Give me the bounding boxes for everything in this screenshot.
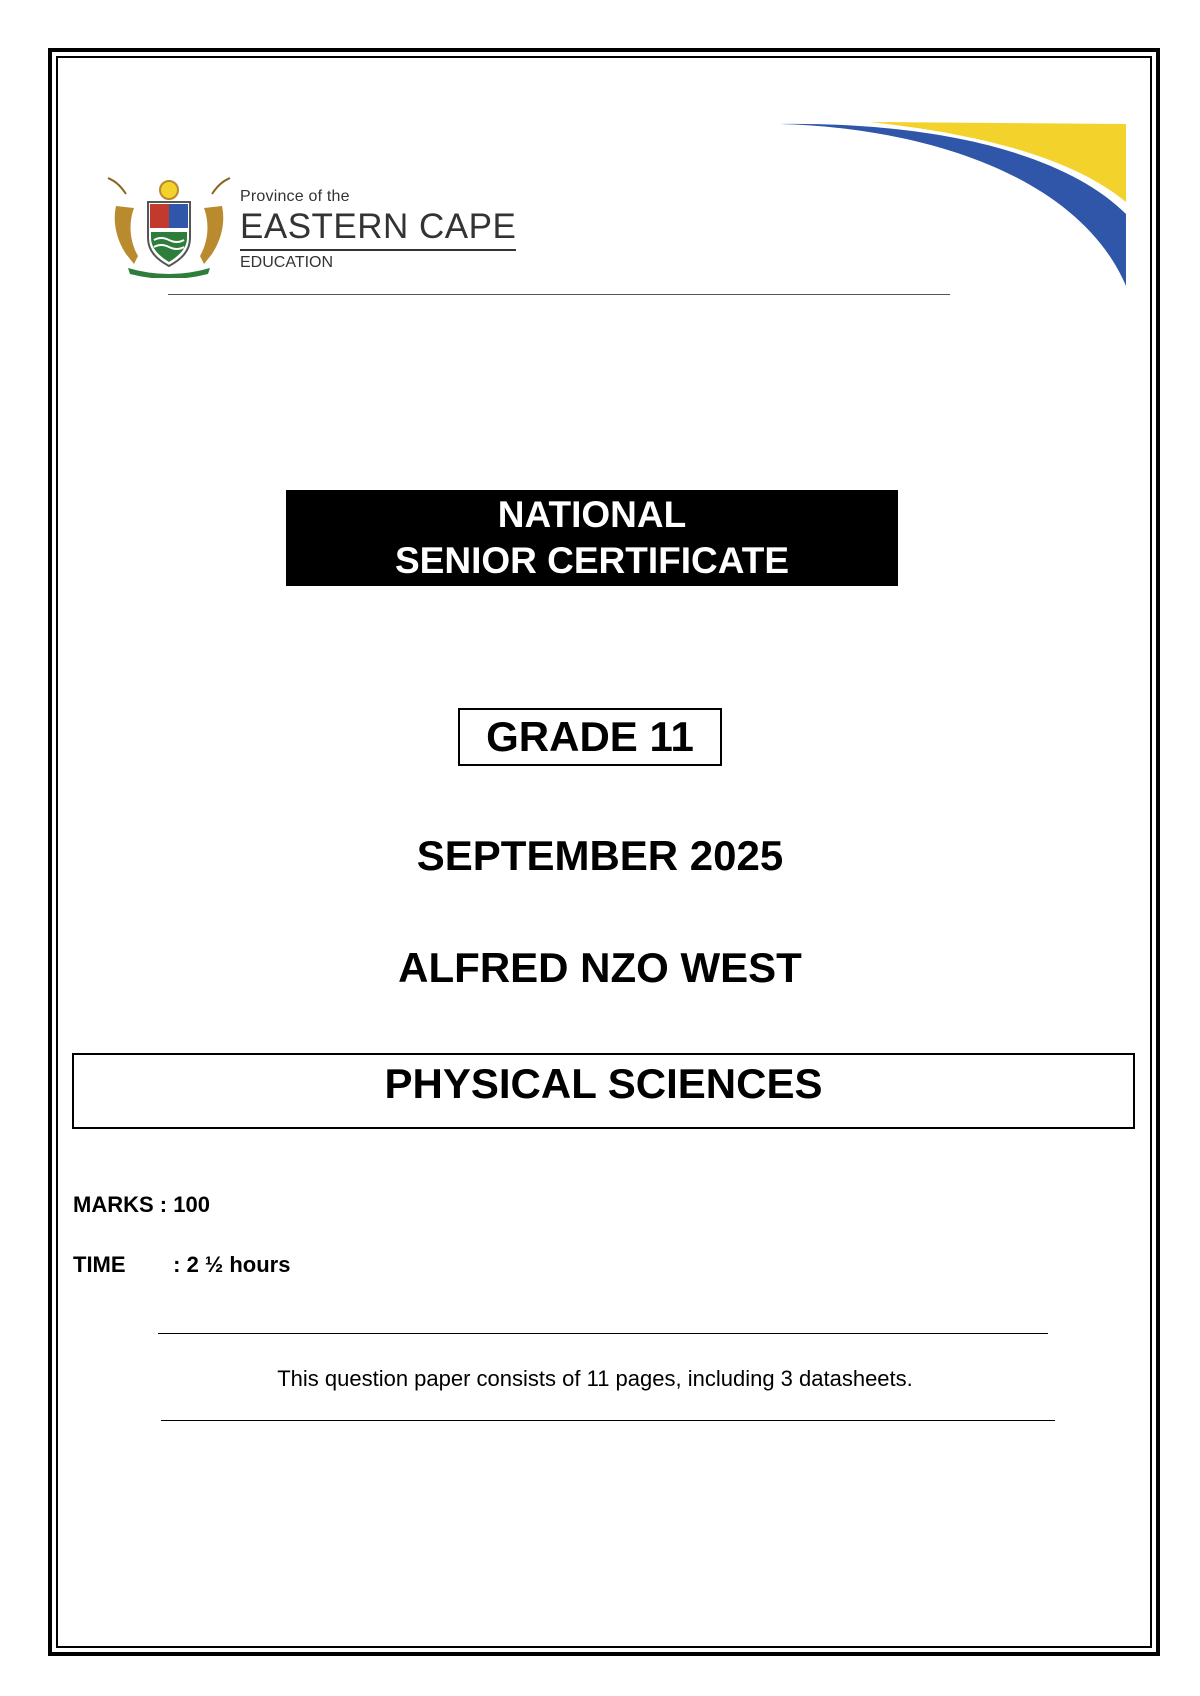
coat-of-arms-icon: [104, 176, 234, 278]
certificate-line-1: NATIONAL: [497, 494, 687, 535]
brand-swoosh-icon: [780, 118, 1126, 288]
certificate-line-2: SENIOR CERTIFICATE: [395, 540, 789, 581]
time-value: : 2 ½ hours: [173, 1252, 291, 1277]
marks-label: MARKS: [73, 1192, 154, 1217]
district-name: ALFRED NZO WEST: [398, 944, 802, 991]
province-label: Province of the: [240, 188, 350, 205]
time-row: [73, 1252, 290, 1278]
note-divider-bottom: [161, 1420, 1055, 1421]
note-divider-top: [158, 1333, 1048, 1334]
grade-label: GRADE 11: [458, 708, 722, 766]
certificate-banner: [286, 490, 898, 586]
header-divider: [168, 294, 950, 295]
time-label: TIME: [73, 1252, 126, 1277]
subject-title: PHYSICAL SCIENCES: [72, 1053, 1135, 1129]
page-count-note: This question paper consists of 11 pages, including 3 datasheets.: [277, 1366, 913, 1391]
exam-session: SEPTEMBER 2025: [416, 832, 784, 879]
marks-row: [73, 1192, 210, 1218]
province-logo-text: [240, 188, 516, 272]
marks-value: : 100: [159, 1192, 210, 1217]
department-label: EDUCATION: [240, 254, 334, 271]
province-name: EASTERN CAPE: [240, 208, 516, 251]
